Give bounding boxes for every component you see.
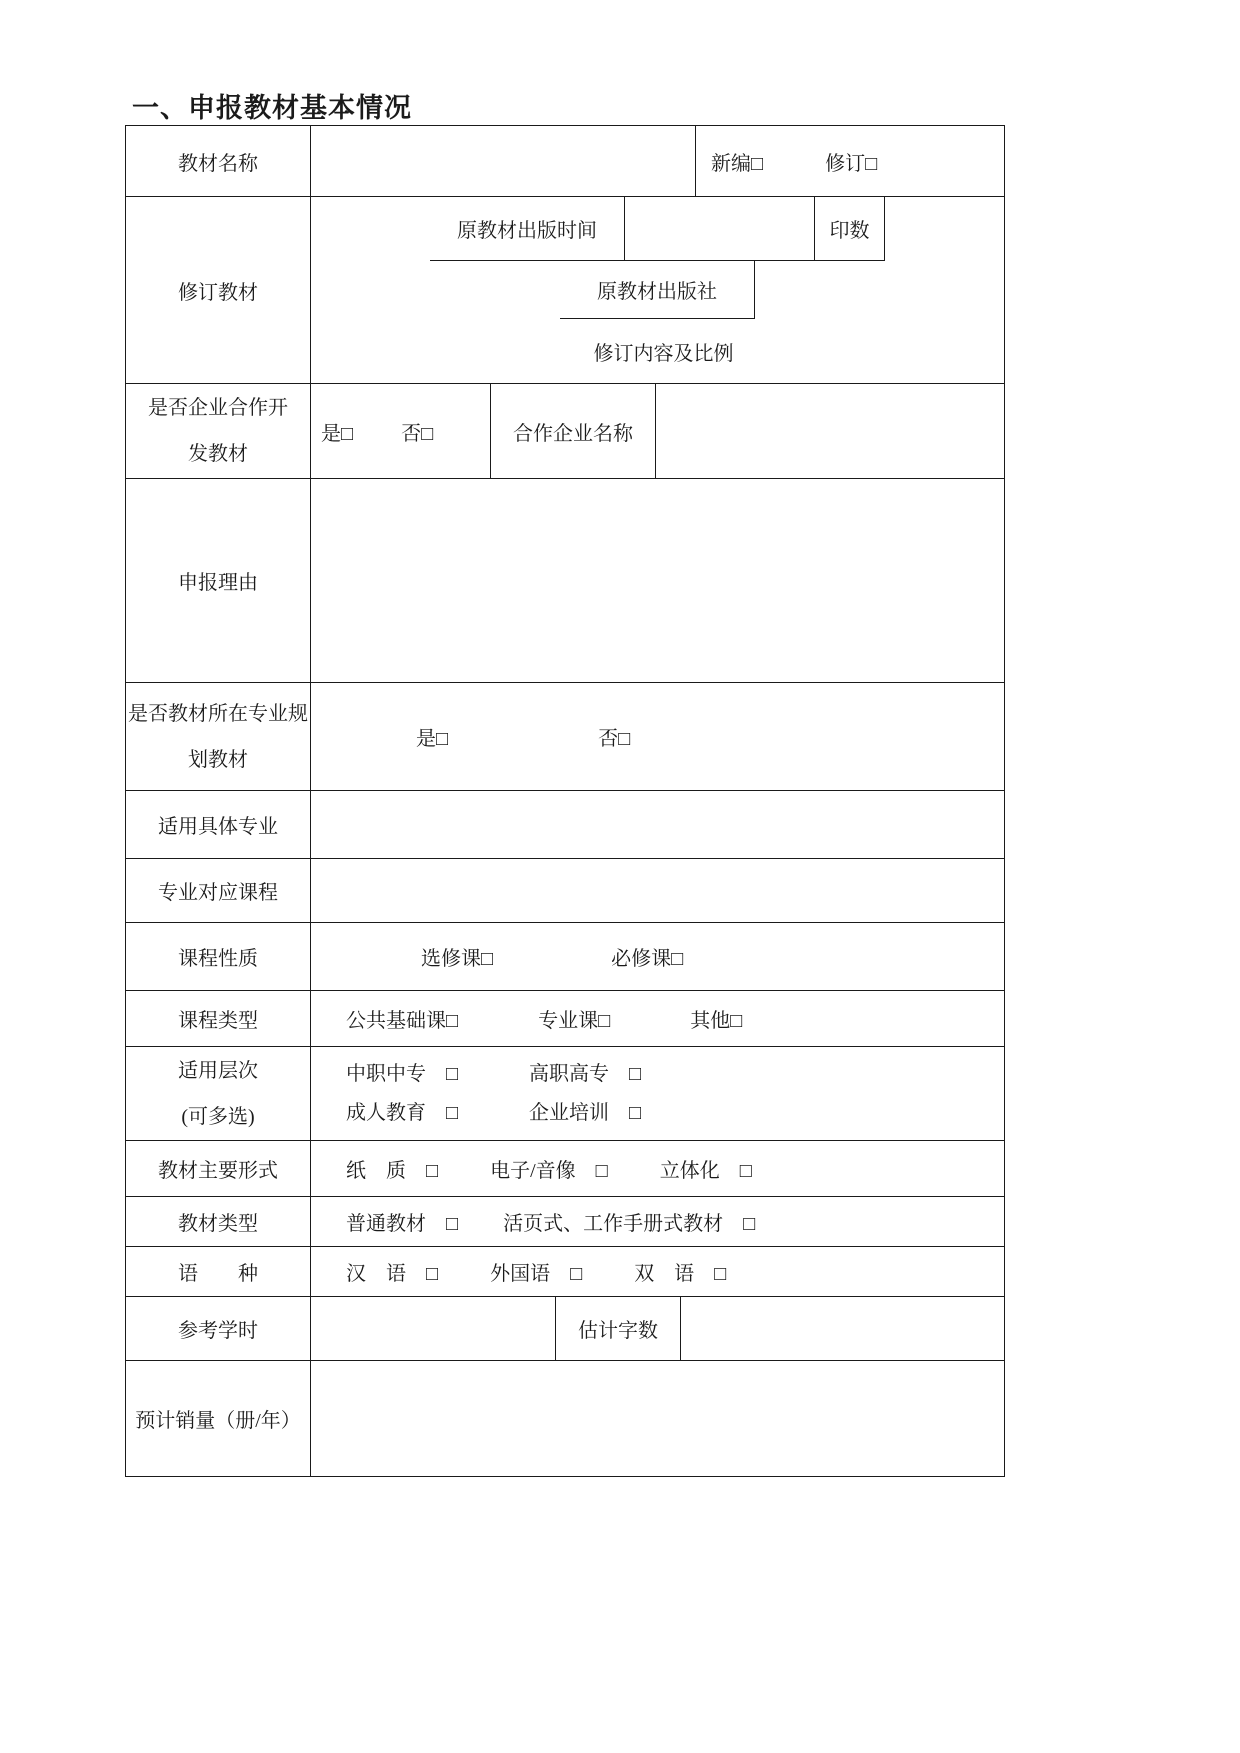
orig-pub-time-label: 原教材出版时间 — [430, 197, 625, 260]
checkbox-loose-leaf-workbook[interactable]: 活页式、工作手册式教材 □ — [503, 1213, 756, 1235]
orig-publisher-label: 原教材出版社 — [560, 261, 755, 318]
checkbox-secondary-vocational[interactable]: 中职中专 □ — [346, 1062, 459, 1085]
course-label: 专业对应课程 — [126, 859, 311, 922]
checkbox-required-course[interactable]: 必修课□ — [611, 948, 684, 970]
table-row — [126, 479, 1004, 683]
checkbox-enterprise-training[interactable]: 企业培训 □ — [529, 1101, 642, 1124]
language-label: 语 种 — [126, 1247, 311, 1296]
table-row — [126, 384, 1004, 479]
hours-input[interactable] — [311, 1297, 556, 1360]
checkbox-foreign-language[interactable]: 外国语 □ — [490, 1263, 583, 1285]
major-input[interactable] — [311, 791, 1004, 858]
checkbox-multidimensional[interactable]: 立体化 □ — [659, 1160, 752, 1182]
table-row — [126, 1361, 1004, 1476]
table-row — [126, 1247, 1004, 1297]
level-label: 适用层次 (可多选) — [126, 1047, 311, 1140]
revision-content-label: 修订内容及比例 — [593, 342, 734, 365]
checkbox-elective-course[interactable]: 选修课□ — [421, 948, 494, 970]
reason-input[interactable] — [311, 479, 1004, 682]
table-row — [126, 1197, 1004, 1247]
textbook-name-label: 教材名称 — [126, 126, 311, 196]
word-count-input[interactable] — [681, 1297, 1004, 1360]
main-form-options-cell — [311, 1141, 1004, 1196]
table-row — [126, 791, 1004, 859]
table-row — [126, 859, 1004, 923]
table-row — [126, 1047, 1004, 1141]
checkbox-adult-education[interactable]: 成人教育 □ — [346, 1101, 459, 1124]
checkbox-higher-vocational[interactable]: 高职高专 □ — [529, 1062, 642, 1085]
word-count-label: 估计字数 — [556, 1297, 681, 1360]
checkbox-electronic-audiovisual[interactable]: 电子/音像 □ — [490, 1160, 608, 1182]
edition-options-cell — [696, 126, 1004, 196]
table-row — [126, 197, 1004, 384]
major-label: 适用具体专业 — [126, 791, 311, 858]
checkbox-public-basic-course[interactable]: 公共基础课□ — [346, 1010, 459, 1032]
textbook-name-input[interactable] — [311, 126, 696, 196]
checkbox-other-course[interactable]: 其他□ — [690, 1010, 743, 1032]
orig-pub-time-input[interactable] — [625, 197, 815, 260]
page-title: 一、申报教材基本情况 — [132, 93, 412, 123]
course-nature-options-cell — [311, 923, 1004, 990]
enterprise-coop-label: 是否企业合作开 发教材 — [126, 384, 311, 478]
textbook-type-label: 教材类型 — [126, 1197, 311, 1246]
table-row — [126, 683, 1004, 791]
language-options-cell — [311, 1247, 1004, 1296]
coop-options-cell — [311, 384, 491, 478]
course-type-options-cell — [311, 991, 1004, 1046]
revision-content-cell[interactable] — [582, 319, 734, 383]
checkbox-coop-yes[interactable]: 是□ — [321, 422, 354, 445]
table-row — [126, 991, 1004, 1047]
checkbox-bilingual[interactable]: 双 语 □ — [634, 1263, 727, 1285]
partner-name-input[interactable] — [656, 384, 1004, 478]
course-input[interactable] — [311, 859, 1004, 922]
course-nature-label: 课程性质 — [126, 923, 311, 990]
table-row — [126, 1297, 1004, 1361]
sales-label: 预计销量（册/年） — [126, 1361, 311, 1476]
table-row — [126, 1141, 1004, 1197]
checkbox-new-edition[interactable]: 新编□ — [711, 152, 764, 175]
checkbox-planned-yes[interactable]: 是□ — [416, 728, 449, 750]
checkbox-professional-course[interactable]: 专业课□ — [538, 1010, 611, 1032]
checkbox-coop-no[interactable]: 否□ — [401, 422, 434, 445]
print-count-label: 印数 — [815, 197, 885, 260]
course-type-label: 课程类型 — [126, 991, 311, 1046]
sales-input[interactable] — [311, 1361, 1004, 1476]
main-form-label: 教材主要形式 — [126, 1141, 311, 1196]
level-options-cell — [311, 1047, 1004, 1140]
table-row — [126, 126, 1004, 197]
checkbox-chinese[interactable]: 汉 语 □ — [346, 1263, 439, 1285]
checkbox-paper[interactable]: 纸 质 □ — [346, 1160, 439, 1182]
planned-options-cell — [311, 683, 1004, 790]
table-row — [126, 923, 1004, 991]
hours-label: 参考学时 — [126, 1297, 311, 1360]
checkbox-revised-edition[interactable]: 修订□ — [825, 152, 878, 175]
form-table — [125, 125, 1005, 1477]
checkbox-planned-no[interactable]: 否□ — [598, 728, 631, 750]
textbook-type-options-cell — [311, 1197, 1004, 1246]
checkbox-ordinary-textbook[interactable]: 普通教材 □ — [346, 1213, 459, 1235]
reason-label: 申报理由 — [126, 479, 311, 682]
planned-label: 是否教材所在专业规 划教材 — [126, 683, 311, 790]
revision-label: 修订教材 — [126, 197, 311, 383]
partner-name-label: 合作企业名称 — [491, 384, 656, 478]
